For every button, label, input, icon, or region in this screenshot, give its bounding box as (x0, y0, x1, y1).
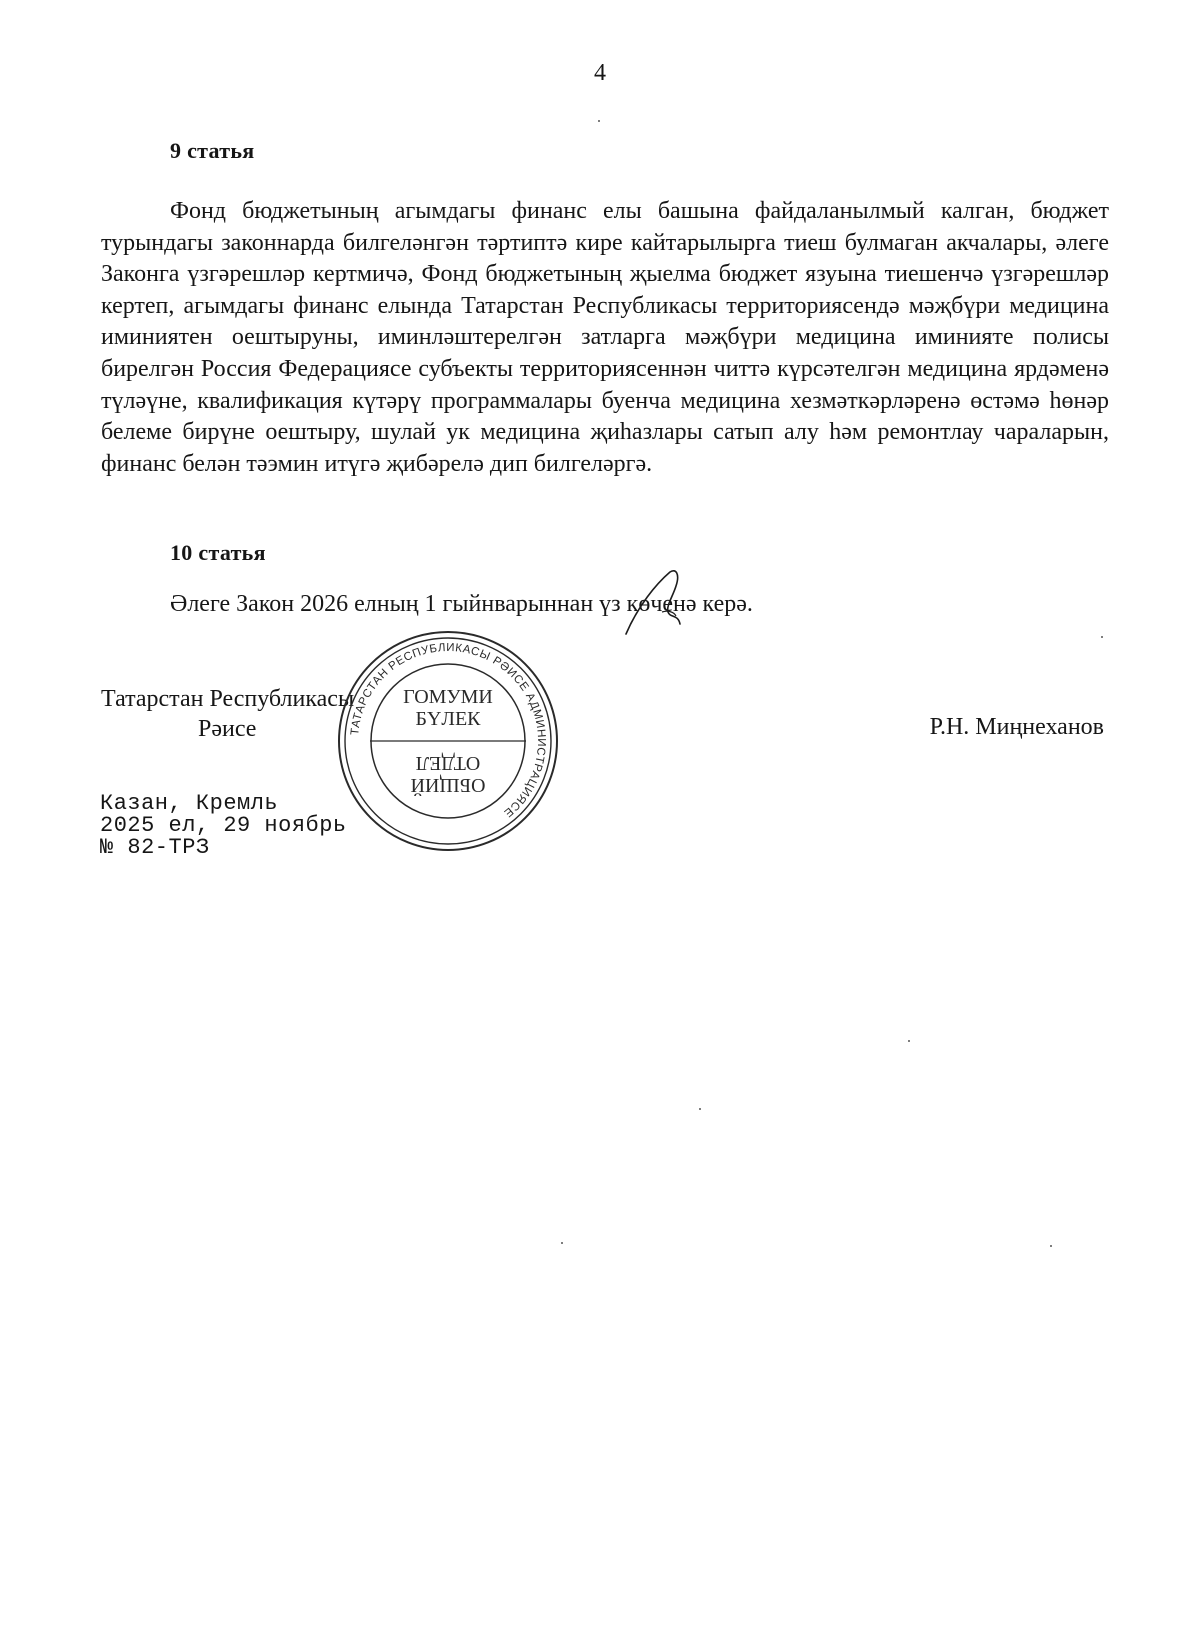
place-city: Казан, Кремль (100, 791, 279, 816)
stamp-bottom-line2: ОТДЕЛ (415, 752, 481, 774)
scan-speck (908, 1040, 910, 1042)
stamp-bottom-line1: ОБЩИЙ (410, 774, 486, 796)
signatory-title-line1: Татарстан Республикасы (101, 686, 355, 712)
scan-speck (699, 1108, 701, 1110)
stamp-top-line1: ГОМУМИ (403, 686, 493, 708)
signatory-title-line2: Рәисе (198, 716, 257, 742)
law-number: № 82-ТРЗ (100, 835, 210, 860)
article-10-text: Әлеге Закон 2026 елның 1 гыйнварыннан үз көченә керә. (170, 591, 753, 617)
official-stamp (336, 629, 560, 853)
scan-speck (561, 1242, 563, 1244)
article-9-heading: 9 статья (170, 138, 255, 163)
signatory-name: Р.Н. Миңнеханов (929, 714, 1104, 740)
place-date-block (100, 793, 347, 859)
signature-mark (618, 566, 698, 636)
scan-speck (598, 120, 600, 122)
article-9-text: Фонд бюджетының агымдагы финанс елы башына файдаланылмый калган, бюджет турындагы законнарда билгеләнгән тәртиптә кире кайтарылырга тиеш булмаган акчалары, әлеге Законга үзгәрешләр кертмичә, Фонд бюджетының җыелма бюджет язуына тиешенчә үзгәрешләр кертеп, агымдагы финанс елында Татарстан Республикасы территориясендә мәҗбүри медицина иминиятен оештыруны, иминләштерелгән затларга мәҗбүри медицина иминияте полисы бирелгән Россия Федерациясе субъекты территориясеннән читтә күрсәтелгән медицина ярдәменә түләүне, квалификация күтәрү программалары буенча медицина хезмәткәрләренә өстәмә һөнәр белеме бирүне оештыру, шулай ук медицина җиһазлары сатып алу һәм ремонтлау чараларын, финанс белән тәэмин итүгә җибәрелә дип билгеләргә. (101, 198, 1109, 477)
place-date: 2025 ел, 29 ноябрь (100, 813, 347, 838)
article-10-heading: 10 статья (170, 540, 266, 565)
scan-speck (1050, 1245, 1052, 1247)
scan-speck (1101, 636, 1103, 638)
signatory-title (101, 684, 354, 744)
stamp-top-line2: БҮЛЕК (415, 708, 481, 730)
page-number: 4 (594, 60, 606, 86)
stamp-outer-text: ТАТАРСТАН РЕСПУБЛИКАСЫ РӘИСЕ АДМИНИСТРАЦИЯСЕ (349, 641, 548, 820)
